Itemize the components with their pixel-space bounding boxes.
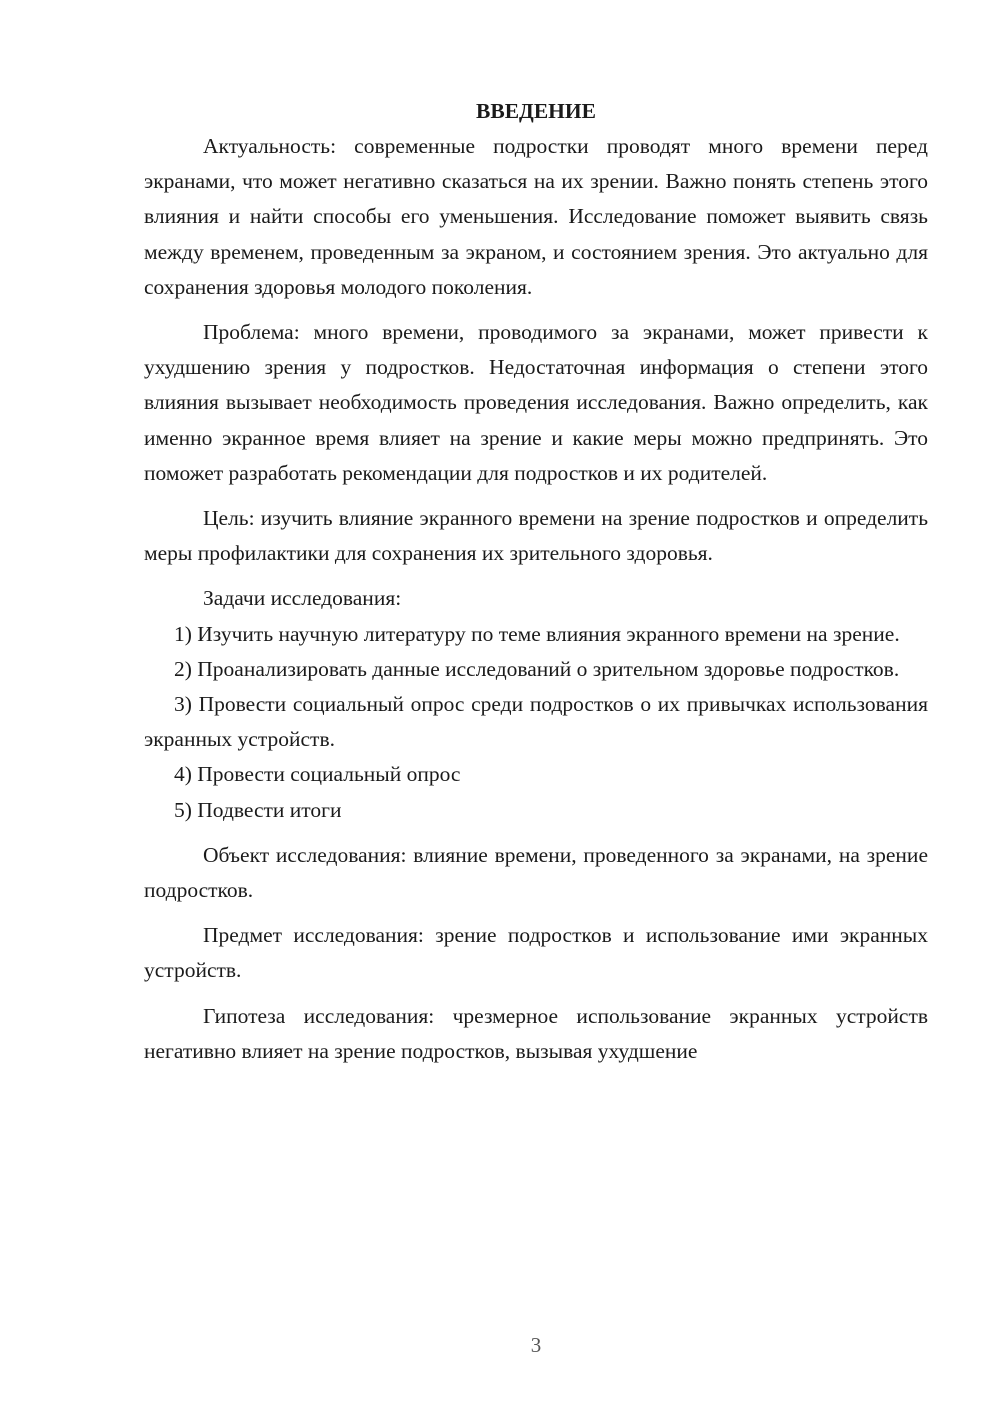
object-paragraph: Объект исследования: влияние времени, проведенного за экранами, на зрение подростков. (144, 842, 928, 903)
task-item-5: 5) Подвести итоги (174, 797, 342, 822)
tasks-heading: Задачи исследования: (203, 586, 402, 611)
task-item-3: 3) Провести социальный опрос среди подростков о их привычках использования экранных устройств. (144, 692, 928, 752)
task-item-1: 1) Изучить научную литературу по теме влияния экранного времени на зрение. (174, 621, 900, 646)
subject-paragraph: Предмет исследования: зрение подростков и использование ими экранных устройств. (144, 923, 928, 983)
problem-paragraph: Проблема: много времени, проводимого за экранами, может привести к ухудшению зрения у подростков. Недостаточная информация о степени этого влияния вызывает необходимость проведения исследования. Важно определить, как именно экранное время влияет на зрение и какие меры можно предпринять. Это поможет разработать рекомендации для подростков и их родителей. (144, 320, 928, 485)
page-title: ВВЕДЕНИЕ (476, 99, 596, 123)
relevance-paragraph: Актуальность: современные подростки проводят много времени перед экранами, что может негативно сказаться на их зрении. Важно понять степень этого влияния и найти способы его уменьшения. Исследование поможет выявить связь между временем, проведенным за экраном, и состоянием зрения. Это актуально для сохранения здоровья молодого поколения. (144, 134, 928, 299)
goal-paragraph: Цель: изучить влияние экранного времени на зрение подростков и определить меры профилактики для сохранения их зрительного здоровья. (144, 506, 928, 566)
hypothesis-paragraph: Гипотеза исследования: чрезмерное использование экранных устройств негативно влияет на зрение подростков, вызывая ухудшение (144, 1003, 928, 1063)
task-item-4: 4) Провести социальный опрос (174, 762, 461, 787)
page-number: 3 (530, 1333, 542, 1357)
document-body (144, 94, 928, 1069)
task-item-2: 2) Проанализировать данные исследований о зрительном здоровье подростков. (174, 656, 900, 681)
